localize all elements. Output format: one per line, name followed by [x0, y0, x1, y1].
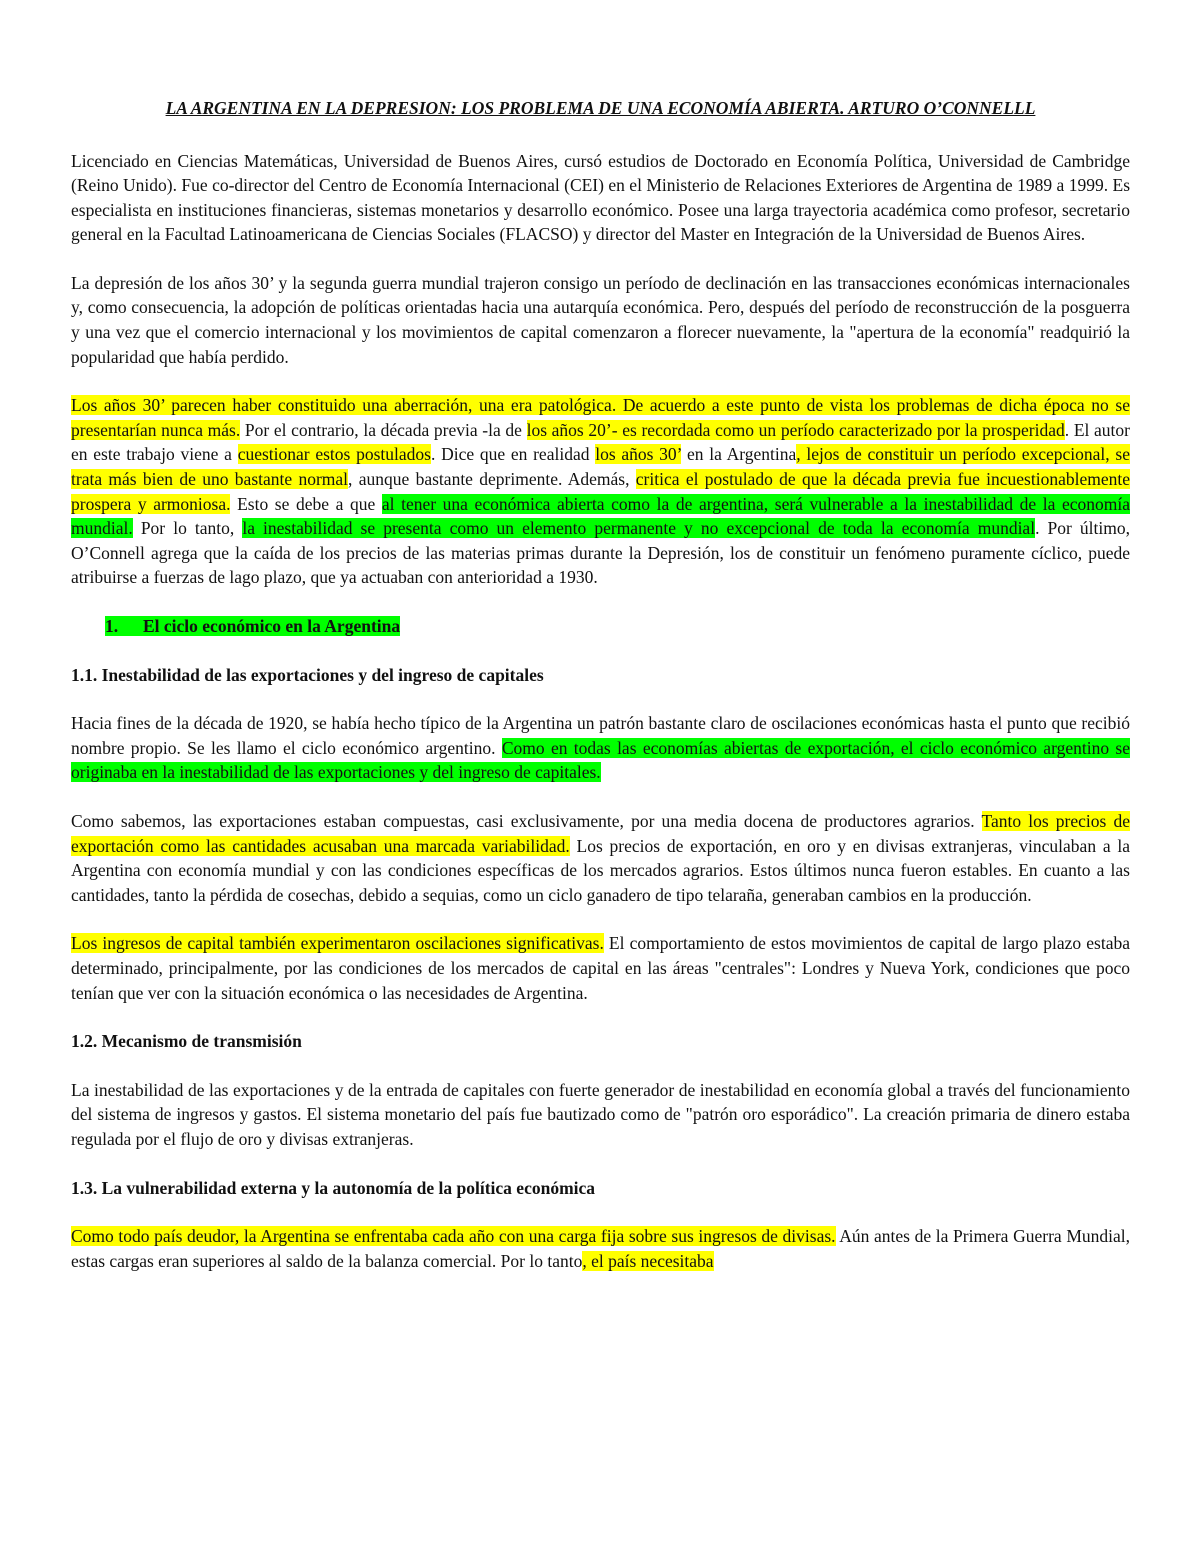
- paragraph: [71, 271, 1130, 369]
- highlighted-text: al tener una económica abierta como la de argentina, será vulnerable a la inestabilidad de la economía mundial.: [71, 493, 1130, 539]
- highlighted-text: critica el postulado de que la década previa fue incuestionablemente prospera y armoniosa.: [71, 469, 1130, 514]
- text-segment: . Dice que en realidad: [430, 444, 596, 465]
- subsection-heading: 1.3. La vulnerabilidad externa y la autonomía de la política económica: [71, 1177, 596, 1198]
- section-number: 1.: [105, 616, 119, 636]
- text-segment: La inestabilidad de las exportaciones y de la entrada de capitales con fuerte generador de inestabilidad en economía global a través del funcionamiento del sistema de ingresos y gastos. El sistema monetario del país fue bautizado como de "patrón oro esporádico". La creación primaria de dinero estaba regulada por el flujo de oro y divisas extranjeras.: [71, 1079, 1130, 1149]
- text-segment: . El autor en este trabajo viene a: [71, 419, 1130, 465]
- paragraph: [71, 931, 1130, 1005]
- subsection-heading: 1.2. Mecanismo de transmisión: [71, 1031, 302, 1052]
- paragraph: [71, 393, 1130, 590]
- highlighted-text: Como en todas las economías abiertas de exportación, el ciclo económico argentino se originaba en la inestabilidad de las exportaciones y del ingreso de capitales.: [71, 737, 1130, 783]
- highlighted-text: cuestionar estos postulados: [237, 444, 431, 465]
- text-segment: Esto se debe a que: [230, 493, 382, 514]
- text-segment: La depresión de los años 30’ y la segunda guerra mundial trajeron consigo un período de declinación en las transacciones económicas internacionales y, como consecuencia, la adopción de políticas orientadas hacia una autarquía económica. Pero, después del período de reconstrucción de la posguerra y una vez que el comercio internacional y los movimientos de capital comenzaron a florecer nuevamente, la "apertura de la economía" readquirió la popularidad que había perdido.: [71, 272, 1130, 367]
- highlighted-text: Como todo país deudor, la Argentina se enfrentaba cada año con una carga fija sobre sus ingresos de divisas.: [71, 1226, 836, 1247]
- highlighted-text: Los años 30’ parecen haber constituido una aberración, una era patológica. De acuerdo a este punto de vista los problemas de dicha época no se presentarían nunca más.: [71, 395, 1130, 440]
- paragraph: [71, 1078, 1130, 1152]
- text-segment: Como sabemos, las exportaciones estaban compuestas, casi exclusivamente, por una media docena de productores agrarios.: [71, 810, 982, 831]
- text-segment: . Por último, O’Connell agrega que la caída de los precios de las materias primas durante la Depresión, los de constituir un fenómeno puramente cíclico, puede atribuirse a fuerzas de lago plazo, que ya actuaban con anterioridad a 1930.: [71, 518, 1130, 588]
- highlighted-text: los años 20’- es recordada como un período caracterizado por la prosperidad: [526, 419, 1065, 440]
- highlighted-text: Tanto los precios de exportación como las cantidades acusaban una marcada variabilidad.: [71, 810, 1130, 856]
- document-page: [71, 96, 1130, 1297]
- highlighted-text: Los ingresos de capital también experimentaron oscilaciones significativas.: [71, 933, 604, 954]
- highlighted-text: los años 30’: [595, 444, 682, 465]
- highlighted-text: la inestabilidad se presenta como un elemento permanente y no excepcional de toda la economía mundial: [242, 518, 1036, 539]
- intro-paragraphs: [71, 149, 1130, 591]
- text-segment: , aunque bastante deprimente. Además,: [348, 469, 636, 490]
- text-segment: en la Argentina: [681, 444, 797, 465]
- text-segment: Aún antes de la Primera Guerra Mundial, estas cargas eran superiores al saldo de la balanza comercial. Por lo tanto: [71, 1226, 1130, 1271]
- highlighted-text: , lejos de constituir un período excepcional, se trata más bien de uno bastante normal: [71, 444, 1130, 490]
- text-segment: Los precios de exportación, en oro y en divisas extranjeras, vinculaban a la Argentina con economía mundial y con las condiciones específicas de los mercados agrarios. Estos últimos nunca fueron estables. En cuanto a las cantidades, tanto la pérdida de cosechas, debido a sequias, como un ciclo ganadero de tipo telaraña, generaban cambios en la producción.: [71, 835, 1131, 905]
- highlighted-text: , el país necesitaba: [582, 1250, 714, 1271]
- paragraph: [71, 1224, 1130, 1273]
- document-title: LA ARGENTINA EN LA DEPRESION: LOS PROBLEMA DE UNA ECONOMÍA ABIERTA. ARTURO O’CONNELLL: [165, 98, 1036, 118]
- text-segment: El comportamiento de estos movimientos de capital de largo plazo estaba determinado, principalmente, por las condiciones de los mercados de capital en las áreas "centrales": Londres y Nueva York, condiciones que poco tenían que ver con la situación económica o las necesidades de Argentina.: [71, 933, 1130, 1003]
- paragraph: [71, 809, 1130, 907]
- subsection-heading: 1.1. Inestabilidad de las exportaciones y del ingreso de capitales: [71, 664, 544, 685]
- section-heading: [105, 614, 1130, 639]
- text-segment: Por el contrario, la década previa -la de: [240, 419, 527, 440]
- paragraph: [71, 711, 1130, 785]
- section-title: El ciclo económico en la Argentina: [143, 616, 401, 636]
- text-segment: Licenciado en Ciencias Matemáticas, Universidad de Buenos Aires, cursó estudios de Doctorado en Economía Política, Universidad de Cambridge (Reino Unido). Fue co-director del Centro de Economía Internacional (CEI) en el Ministerio de Relaciones Exteriores de Argentina de 1989 a 1999. Es especialista en instituciones financieras, sistemas monetarios y desarrollo económico. Posee una larga trayectoria académica como profesor, secretario general en la Facultad Latinoamericana de Ciencias Sociales (FLACSO) y director del Master en Integración de la Universidad de Buenos Aires.: [71, 150, 1130, 245]
- paragraph: [71, 149, 1130, 247]
- text-segment: Hacia fines de la década de 1920, se había hecho típico de la Argentina un patrón bastante claro de oscilaciones económicas hasta el punto que recibió nombre propio. Se les llamo el ciclo económico argentino.: [71, 713, 1130, 758]
- text-segment: Por lo tanto,: [132, 518, 243, 539]
